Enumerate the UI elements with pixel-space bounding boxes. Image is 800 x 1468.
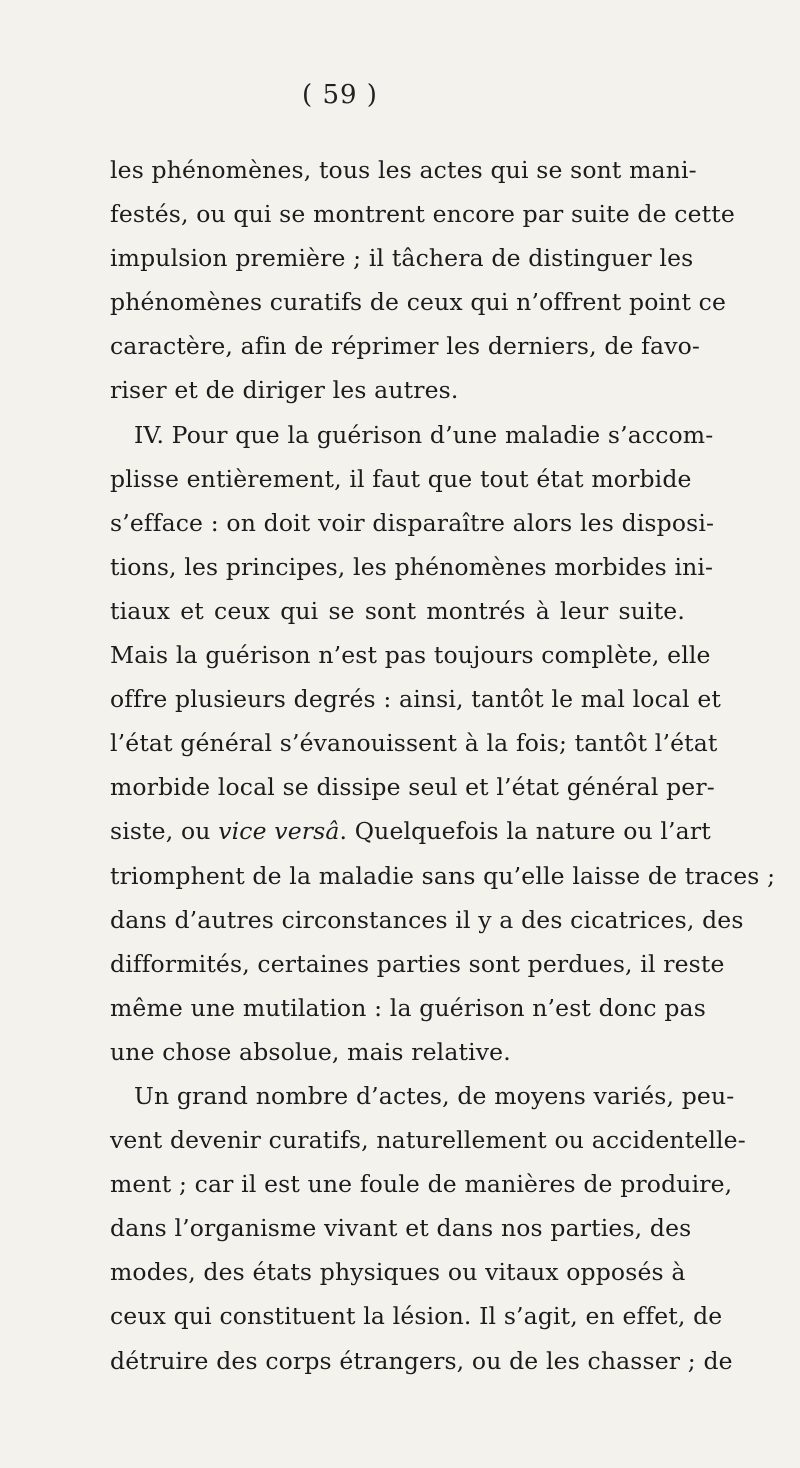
text-line: morbide local se dissipe seul et l’état général per- <box>110 773 715 802</box>
text-line: ceux qui constituent la lésion. Il s’agit, en effet, de <box>110 1302 723 1331</box>
text-line: festés, ou qui se montrent encore par suite de cette <box>110 200 735 229</box>
text-line: siste, ou vice versâ. Quelquefois la nature ou l’art <box>110 817 711 846</box>
text-line: ment ; car il est une foule de manières de produire, <box>110 1170 733 1199</box>
text-line: offre plusieurs degrés : ainsi, tantôt le mal local et <box>110 685 721 714</box>
italic-phrase: vice versâ <box>218 817 340 846</box>
text-line: Un grand nombre d’actes, de moyens variés, peu- <box>134 1081 735 1110</box>
text-line: détruire des corps étrangers, ou de les chasser ; de <box>110 1346 733 1375</box>
text-line: impulsion première ; il tâchera de distinguer les <box>110 244 694 273</box>
text-line: une chose absolue, mais relative. <box>110 1037 511 1066</box>
text-line: caractère, afin de réprimer les derniers, de favo- <box>110 332 701 361</box>
text-line: tiaux et ceux qui se sont montrés à leur suite. <box>110 596 685 625</box>
text-line: dans d’autres circonstances il y a des cicatrices, des <box>110 905 744 934</box>
text-line: phénomènes curatifs de ceux qui n’offrent point ce <box>110 288 727 317</box>
text-line: vent devenir curatifs, naturellement ou accidentelle- <box>110 1126 746 1155</box>
text-line: même une mutilation : la guérison n’est donc pas <box>110 993 706 1022</box>
text-line: difformités, certaines parties sont perdues, il reste <box>110 949 725 978</box>
page-number: ( 59 ) <box>302 80 378 110</box>
text-line: riser et de diriger les autres. <box>110 376 459 405</box>
text-line: Mais la guérison n’est pas toujours complète, elle <box>110 641 711 670</box>
text-line: dans l’organisme vivant et dans nos parties, des <box>110 1214 692 1243</box>
text-line: modes, des états physiques ou vitaux opposés à <box>110 1258 686 1287</box>
text-line: les phénomènes, tous les actes qui se sont mani- <box>110 156 697 184</box>
text-line: IV. Pour que la guérison d’une maladie s’accom- <box>134 420 714 449</box>
text-line: plisse entièrement, il faut que tout état morbide <box>110 464 692 493</box>
text-line: tions, les principes, les phénomènes morbides ini- <box>110 552 714 581</box>
body-text <box>110 148 776 1383</box>
text-line: l’état général s’évanouissent à la fois; tantôt l’état <box>110 729 718 758</box>
text-line: s’efface : on doit voir disparaître alors les disposi- <box>110 508 715 537</box>
text-line: triomphent de la maladie sans qu’elle laisse de traces ; <box>110 861 776 890</box>
